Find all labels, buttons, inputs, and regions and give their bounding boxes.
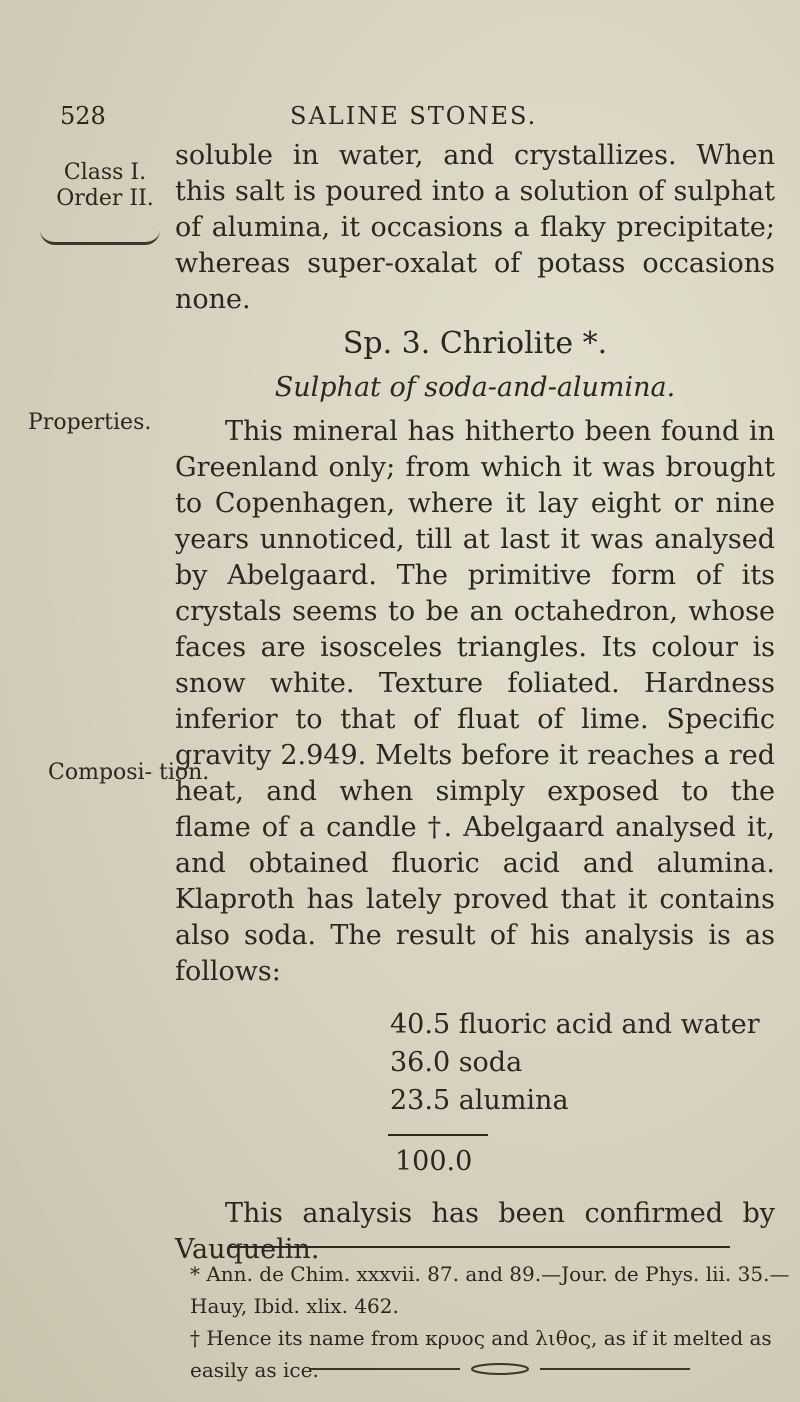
paragraph-3: This analysis has been confirmed by Vauquelin. bbox=[175, 1198, 775, 1265]
footnote: † Hence its name from κρυος and λιθος, as if it melted as easily as ice. bbox=[190, 1326, 772, 1382]
footnote: * Ann. de Chim. xxxvii. 87. and 89.—Jour. de Phys. lii. 35.—Hauy, Ibid. xlix. 462. bbox=[190, 1262, 790, 1318]
order-label: Order II. bbox=[56, 186, 154, 211]
species-title: Sp. 3. Chriolite *. bbox=[342, 326, 608, 361]
running-title: SALINE STONES. bbox=[290, 102, 538, 130]
analysis-row: 40.5 fluoric acid and water bbox=[390, 1009, 760, 1040]
paragraph-1: soluble in water, and crystallizes. When this salt is poured into a solution of sulphat of alumina, it occasions a flaky precipitate; whereas super-oxalat of potass occasions none. bbox=[175, 140, 775, 315]
page-number: 528 bbox=[60, 102, 106, 130]
footnote-rule bbox=[230, 1246, 730, 1248]
sum-rule bbox=[388, 1134, 488, 1136]
analysis-row: 36.0 soda bbox=[390, 1047, 523, 1078]
analysis-total: 100.0 bbox=[395, 1146, 473, 1177]
ornament-divider bbox=[310, 1362, 690, 1376]
margin-class-order bbox=[50, 160, 160, 212]
analysis-row: 23.5 alumina bbox=[390, 1085, 569, 1116]
page-header bbox=[0, 102, 800, 142]
margin-composition: Composi- tion. bbox=[48, 760, 210, 785]
analysis-table bbox=[390, 1006, 760, 1120]
margin-brace bbox=[40, 230, 160, 245]
paragraph-2: This mineral has hitherto been found in Greenland only; from which it was brought to Copenhagen, where it lay eight or nine years unnoticed, till at last it was analysed by Abelgaard. The primitive form of its crystals seems to be an octahedron, whose faces are isosceles triangles. Its colour is snow white. Texture foliated. Hardness inferior to that of fluat of lime. Specific gravity 2.949. Melts before it reaches a red heat, and when simply exposed to the flame of a candle †. Abelgaard analysed it, and obtained fluoric acid and alumina. Klaproth has lately proved that it contains also soda. The result of his analysis is as follows: bbox=[175, 416, 775, 987]
species-subtitle: Sulphat of soda-and-alumina. bbox=[274, 372, 676, 403]
margin-properties: Properties. bbox=[28, 410, 152, 435]
class-label: Class I. bbox=[63, 160, 147, 185]
